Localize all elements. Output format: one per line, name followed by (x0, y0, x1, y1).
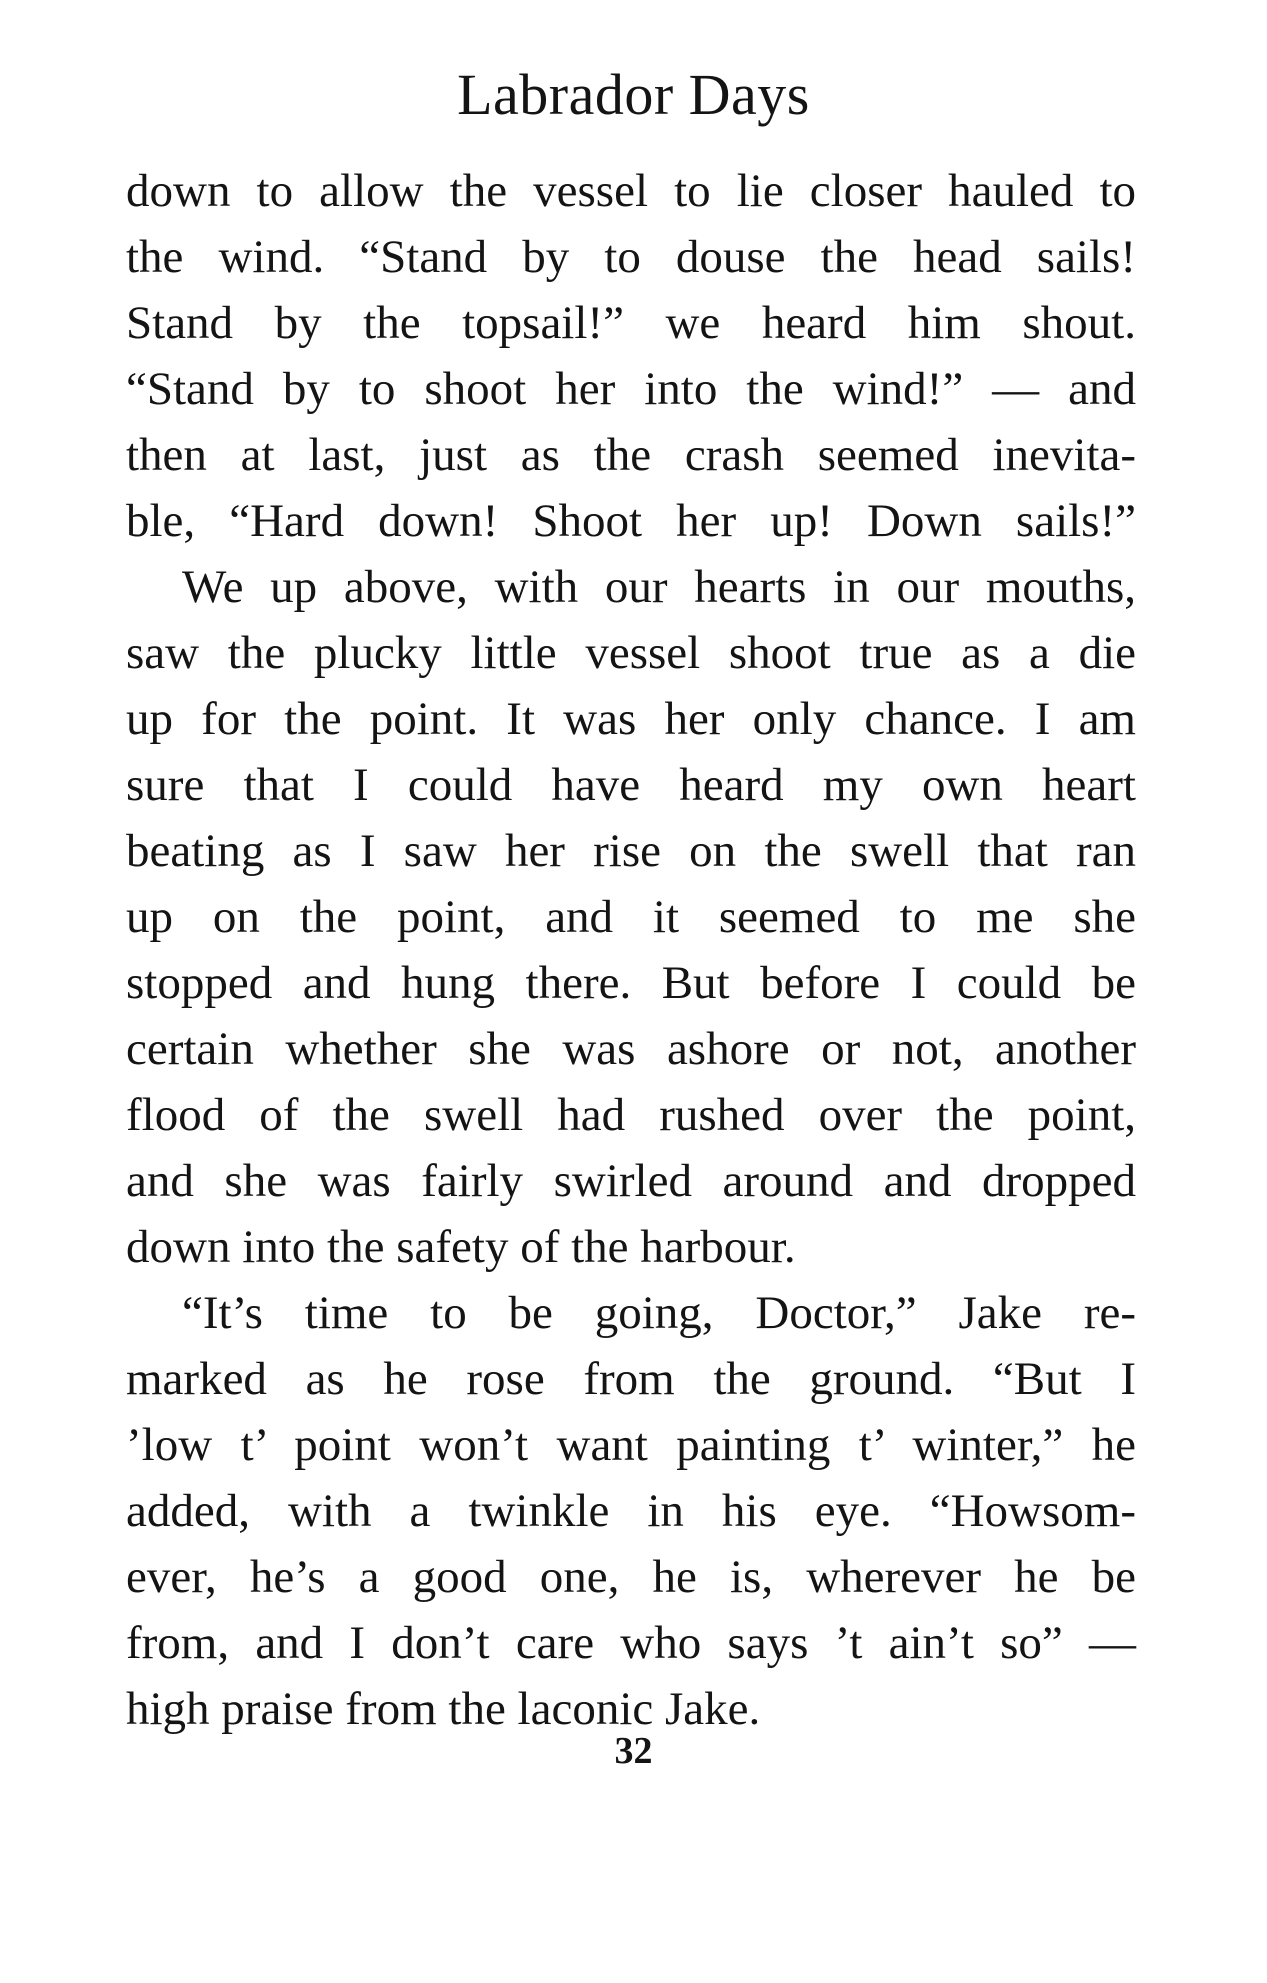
text-line: and she was fairly swirled around and dropped (126, 1155, 1136, 1207)
text-line: sure that I could have heard my own heart (126, 759, 1136, 811)
text-line: added, with a twinkle in his eye. “Howsom- (126, 1485, 1136, 1537)
text-line: high praise from the laconic Jake. (126, 1683, 761, 1735)
text-line: certain whether she was ashore or not, another (126, 1023, 1136, 1075)
text-line: stopped and hung there. But before I could be (126, 957, 1136, 1009)
text-line: up on the point, and it seemed to me she (126, 891, 1136, 943)
text-line: beating as I saw her rise on the swell that ran (126, 825, 1136, 877)
text-line: down to allow the vessel to lie closer hauled to (126, 165, 1136, 217)
page-number: 32 (614, 1730, 653, 1772)
text-line: ble, “Hard down! Shoot her up! Down sails!” (126, 495, 1136, 547)
text-line: from, and I don’t care who says ’t ain’t so” — (126, 1617, 1136, 1669)
text-line: ever, he’s a good one, he is, wherever he be (126, 1551, 1136, 1603)
text-line: up for the point. It was her only chance. I am (126, 693, 1136, 745)
body-text (126, 158, 1136, 1742)
text-line: the wind. “Stand by to douse the head sails! (126, 231, 1136, 283)
text-line: “Stand by to shoot her into the wind!” — and (126, 363, 1136, 415)
text-line: flood of the swell had rushed over the point, (126, 1089, 1136, 1141)
text-line: marked as he rose from the ground. “But I (126, 1353, 1136, 1405)
text-line: down into the safety of the harbour. (126, 1221, 796, 1273)
running-head: Labrador Days (457, 62, 810, 127)
text-line: saw the plucky little vessel shoot true as a die (126, 627, 1136, 679)
text-line: Stand by the topsail!” we heard him shout. (126, 297, 1136, 349)
text-line: “It’s time to be going, Doctor,” Jake re- (182, 1287, 1136, 1339)
text-line: We up above, with our hearts in our mouths, (182, 561, 1136, 613)
text-line: ’low t’ point won’t want painting t’ winter,” he (126, 1419, 1136, 1471)
text-line: then at last, just as the crash seemed inevita- (126, 429, 1136, 481)
